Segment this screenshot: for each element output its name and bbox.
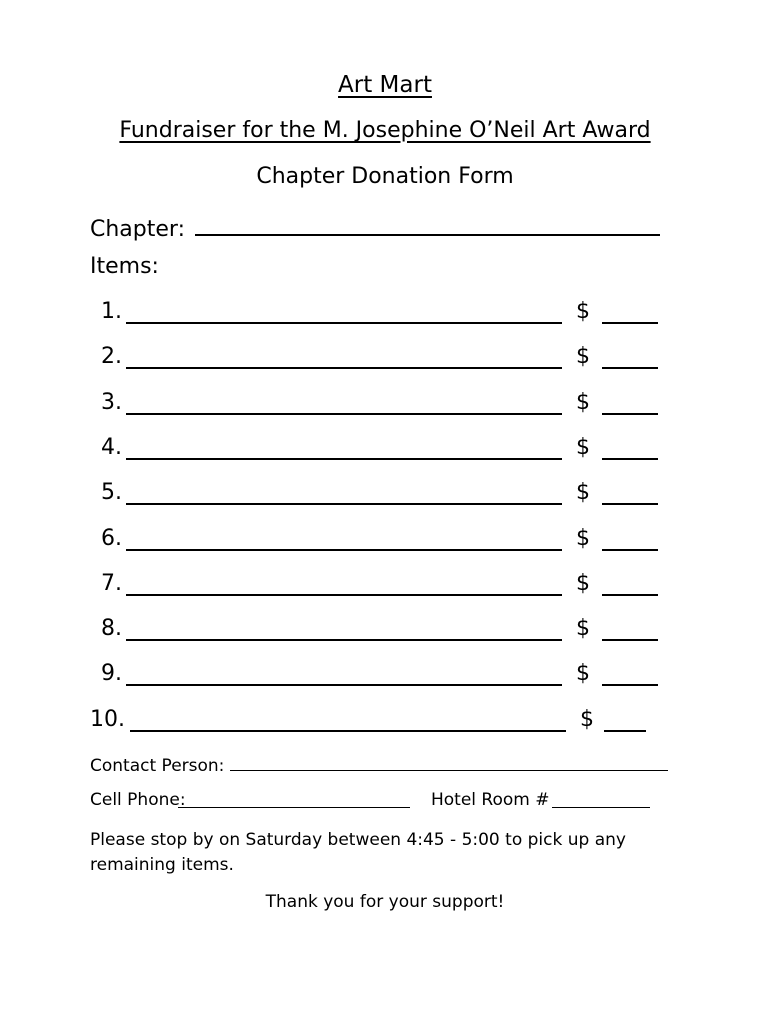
item-description-blank-line[interactable] (126, 365, 562, 369)
chapter-blank-line[interactable] (195, 212, 660, 236)
item-description-blank-line[interactable] (126, 501, 562, 505)
item-number: 10. (90, 706, 125, 732)
item-price-blank-line[interactable] (602, 320, 658, 324)
item-row (90, 568, 665, 602)
item-price-blank-line[interactable] (602, 411, 658, 415)
item-description-blank-line[interactable] (126, 547, 562, 551)
item-currency-symbol: $ (576, 389, 590, 415)
item-price-blank-line[interactable] (602, 682, 658, 686)
item-number: 7. (101, 570, 122, 596)
item-number: 8. (101, 616, 122, 642)
item-row (90, 613, 665, 647)
item-description-blank-line[interactable] (126, 411, 562, 415)
item-row (90, 387, 665, 421)
item-description-blank-line[interactable] (130, 728, 566, 732)
item-description-blank-line[interactable] (126, 456, 562, 460)
form-name-heading: Chapter Donation Form (256, 164, 514, 189)
chapter-field (90, 208, 660, 242)
item-currency-symbol: $ (580, 706, 594, 732)
item-price-blank-line[interactable] (602, 456, 658, 460)
item-currency-symbol: $ (576, 661, 590, 687)
item-number: 2. (101, 344, 122, 370)
hotel-room-label: Hotel Room # (431, 790, 550, 810)
contact-person-label: Contact Person: (90, 756, 225, 776)
thank-you-text: Thank you for your support! (265, 892, 505, 912)
item-currency-symbol: $ (576, 616, 590, 642)
contact-person-blank-line[interactable] (230, 752, 668, 771)
form-subtitle: Fundraiser for the M. Josephine O’Neil Art Award (119, 118, 651, 143)
item-row (90, 432, 665, 466)
item-price-blank-line[interactable] (602, 547, 658, 551)
item-currency-symbol: $ (576, 480, 590, 506)
item-number: 4. (101, 434, 122, 460)
item-currency-symbol: $ (576, 344, 590, 370)
pickup-note: Please stop by on Saturday between 4:45 - 5:00 to pick up any remaining items. (90, 830, 626, 875)
hotel-room-blank-line[interactable] (552, 807, 650, 808)
item-currency-symbol: $ (576, 570, 590, 596)
item-row (90, 704, 665, 738)
item-number: 5. (101, 480, 122, 506)
item-description-blank-line[interactable] (126, 320, 562, 324)
item-description-blank-line[interactable] (126, 592, 562, 596)
item-row (90, 658, 665, 692)
item-number: 6. (101, 525, 122, 551)
item-price-blank-line[interactable] (602, 501, 658, 505)
item-row (90, 341, 665, 375)
item-price-blank-line[interactable] (602, 365, 658, 369)
cell-phone-blank-line[interactable] (178, 807, 410, 808)
item-currency-symbol: $ (576, 434, 590, 460)
item-row (90, 523, 665, 557)
phone-hotel-row (90, 788, 660, 814)
item-number: 1. (101, 299, 122, 324)
item-description-blank-line[interactable] (126, 682, 562, 686)
item-currency-symbol: $ (576, 525, 590, 551)
item-row (90, 296, 665, 330)
item-description-blank-line[interactable] (126, 637, 562, 641)
contact-person-field (90, 750, 668, 776)
item-number: 3. (101, 389, 122, 415)
item-row (90, 477, 665, 511)
item-number: 9. (101, 661, 122, 687)
item-currency-symbol: $ (576, 299, 590, 324)
items-label: Items: (90, 254, 159, 279)
form-title: Art Mart (338, 72, 432, 98)
chapter-label: Chapter: (90, 217, 185, 242)
cell-phone-label: Cell Phone: (90, 790, 186, 810)
item-price-blank-line[interactable] (602, 592, 658, 596)
item-price-blank-line[interactable] (602, 637, 658, 641)
item-price-blank-line[interactable] (604, 728, 646, 732)
